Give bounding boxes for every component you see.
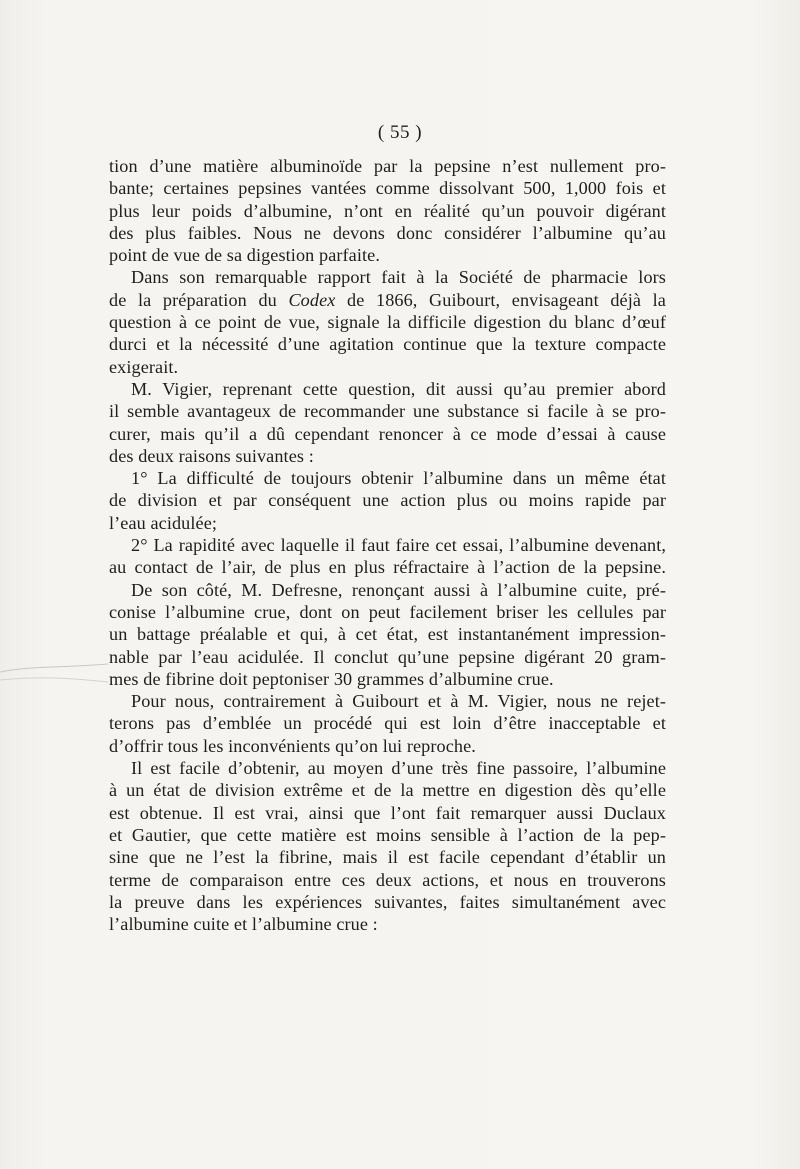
text-line: M. Vigier, reprenant cette question, dit aussi qu’au premier abord xyxy=(131,378,666,399)
text-line: bante; certaines pepsines vantées comme dissolvant 500, 1,000 fois et xyxy=(109,178,666,199)
text-line: 1° La difficulté de toujours obtenir l’albumine dans un même état xyxy=(131,468,666,489)
text-line: terme de comparaison entre ces deux actions, et nous en trouverons xyxy=(109,869,666,890)
text-line: Dans son remarquable rapport fait à la Société de pharmacie lors xyxy=(131,267,666,288)
text-line: de division et par conséquent une action plus ou moins rapide par xyxy=(109,490,666,511)
text-line: point de vue de sa digestion parfaite. xyxy=(109,245,380,266)
text-line: De son côté, M. Defresne, renonçant aussi à l’albumine cuite, pré- xyxy=(131,579,666,600)
body-text xyxy=(109,155,666,935)
text-line: est obtenue. Il est vrai, ainsi que l’ont fait remarquer aussi Duclaux xyxy=(109,802,666,823)
text-line: plus leur poids d’albumine, n’ont en réalité qu’un pouvoir digérant xyxy=(109,200,666,221)
text-line: et Gautier, que cette matière est moins sensible à l’action de la pep- xyxy=(109,824,666,845)
text-line: Il est facile d’obtenir, au moyen d’une très fine passoire, l’albumine xyxy=(131,758,666,779)
text-line: terons pas d’emblée un procédé qui est loin d’être inacceptable et xyxy=(109,713,666,734)
text-line: tion d’une matière albuminoïde par la pepsine n’est nullement pro- xyxy=(109,156,666,176)
text-line: curer, mais qu’il a dû cependant renoncer à ce mode d’essai à cause xyxy=(109,423,666,444)
text-line: à un état de division extrême et de la mettre en digestion dès qu’elle xyxy=(109,780,666,801)
text-line: des plus faibles. Nous ne devons donc considérer l’albumine qu’au xyxy=(109,222,666,243)
text-line: un battage préalable et qui, à cet état, est instantanément impression- xyxy=(109,624,666,645)
text-line-with-italic xyxy=(109,289,666,311)
text-line: durci et la nécessité d’une agitation continue que la texture compacte xyxy=(109,334,666,355)
text-fragment: de 1866, Guibourt, envisageant déjà la xyxy=(335,289,666,310)
text-line: l’albumine cuite et l’albumine crue : xyxy=(109,914,378,935)
text-line: au contact de l’air, de plus en plus réfractaire à l’action de la pepsine. xyxy=(109,557,666,578)
page-number: ( 55 ) xyxy=(377,122,423,143)
text-line: l’eau acidulée; xyxy=(109,512,218,533)
margin-smudge xyxy=(0,658,110,688)
text-line: la preuve dans les expériences suivantes, faites simultanément avec xyxy=(109,891,666,912)
text-line: 2° La rapidité avec laquelle il faut faire cet essai, l’albumine devenant, xyxy=(131,535,666,556)
text-line: sine que ne l’est la fibrine, mais il est facile cependant d’établir un xyxy=(109,847,666,868)
text-line: conise l’albumine crue, dont on peut facilement briser les cellules par xyxy=(109,601,666,622)
text-fragment: de la préparation du xyxy=(109,289,289,310)
text-line: mes de fibrine doit peptoniser 30 grammes d’albumine crue. xyxy=(109,668,554,689)
text-line: question à ce point de vue, signale la difficile digestion du blanc d’œuf xyxy=(109,312,666,333)
text-line: exigerait. xyxy=(109,356,179,377)
text-line: Pour nous, contrairement à Guibourt et à M. Vigier, nous ne rejet- xyxy=(131,691,666,712)
text-line: d’offrir tous les inconvénients qu’on lui reproche. xyxy=(109,735,476,756)
text-line: il semble avantageux de recommander une substance si facile à se pro- xyxy=(109,401,666,422)
text-line: des deux raisons suivantes : xyxy=(109,445,314,466)
text-line: nable par l’eau acidulée. Il conclut qu’une pepsine digérant 20 gram- xyxy=(109,646,666,667)
italic-codex: Codex xyxy=(288,289,336,310)
